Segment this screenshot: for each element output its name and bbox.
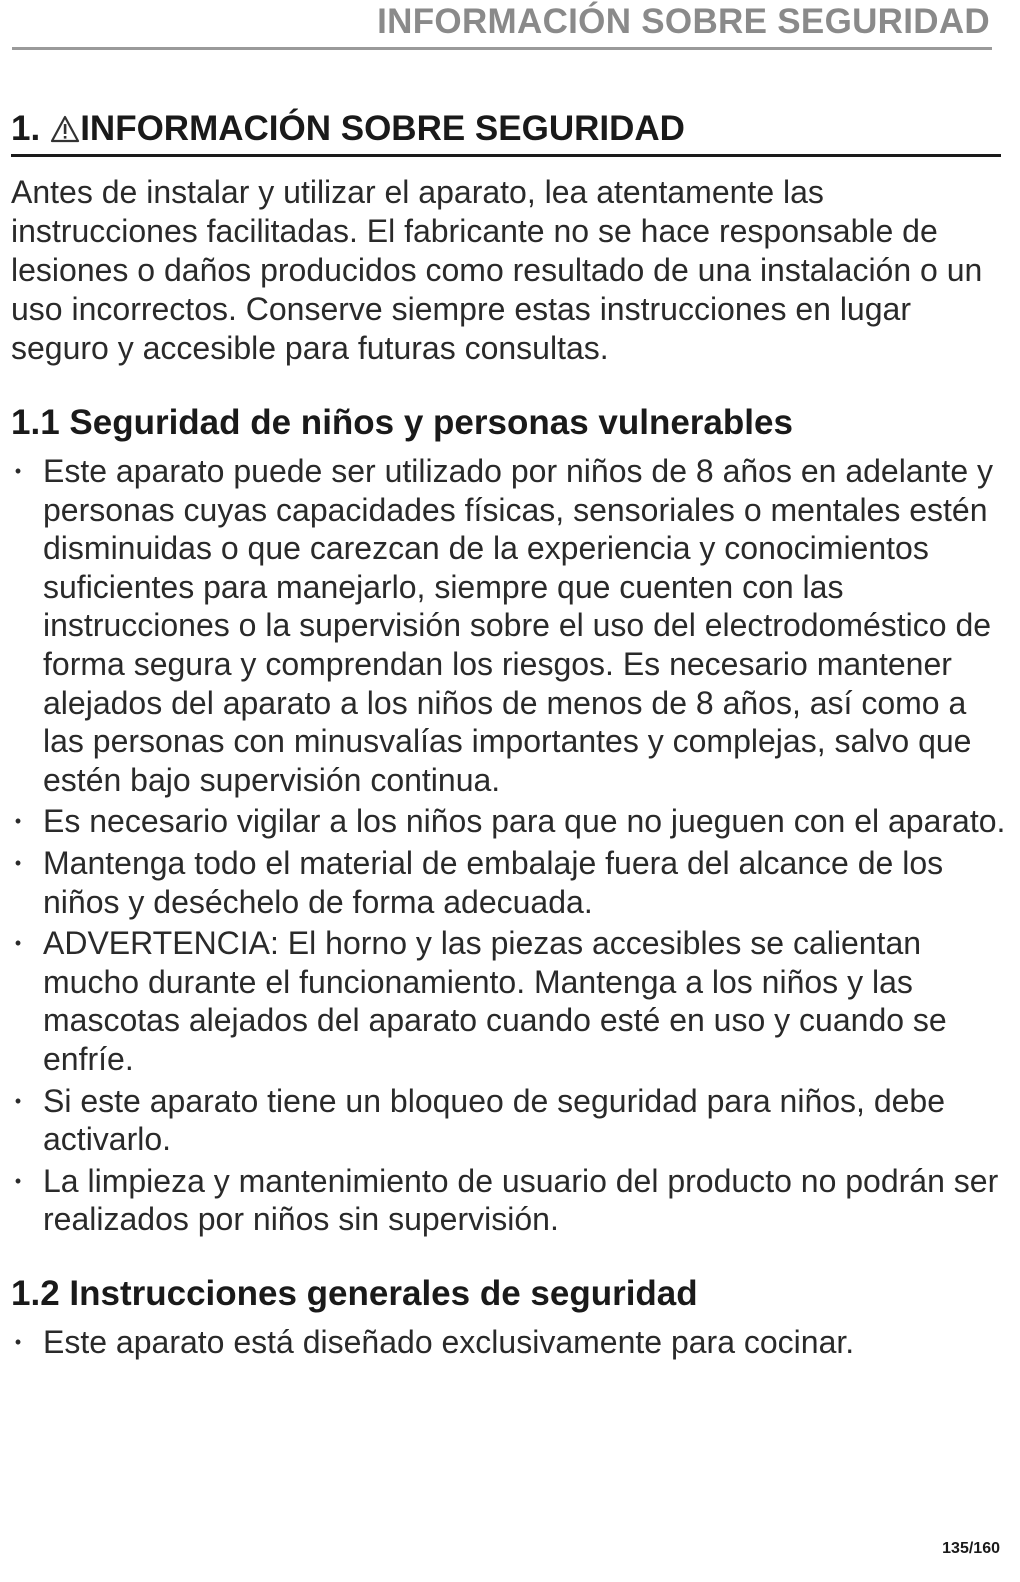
- bullet-icon: •: [14, 933, 22, 954]
- list-item-text: Mantenga todo el material de embalaje fuera del alcance de los niños y deséchelo de forma adecuada.: [43, 844, 944, 920]
- list-item: [11, 452, 1007, 799]
- bullet-list-1-1: [11, 452, 1007, 1239]
- list-item-text: Este aparato puede ser utilizado por niños de 8 años en adelante y personas cuyas capacidades físicas, sensoriales o mentales estén disminuidas o que carezcan de la experiencia y conocimientos suficientes para manejarlo, siempre que cuenten con las instrucciones o la supervisión sobre el uso del electrodoméstico de forma segura y comprendan los riesgos. Es necesario mantener alejados del aparato a los niños de menos de 8 años, así como a las personas con minusvalías importantes y complejas, salvo que estén bajo supervisión continua.: [43, 453, 993, 798]
- section-title-text: INFORMACIÓN SOBRE SEGURIDAD: [80, 109, 685, 148]
- bullet-icon: •: [14, 461, 22, 481]
- list-item-text: Si este aparato tiene un bloqueo de seguridad para niños, debe activarlo.: [43, 1082, 946, 1158]
- list-item-text: La limpieza y mantenimiento de usuario del producto no podrán ser realizados por niños sin supervisión.: [43, 1162, 999, 1238]
- list-item: [11, 802, 1007, 841]
- page-content: [11, 108, 1007, 1364]
- section-title: [11, 108, 1007, 150]
- bullet-icon: •: [14, 852, 22, 873]
- bullet-icon: •: [14, 1090, 22, 1111]
- intro-paragraph: Antes de instalar y utilizar el aparato, lea atentamente las instrucciones facilitadas. El fabricante no se hace responsable de lesiones o daños producidos como resultado de una instalación o un uso incorrectos. Conserve siempre estas instrucciones en lugar seguro y accesible para futuras consultas.: [11, 174, 983, 366]
- subsection-title-1-2: 1.2 Instrucciones generales de seguridad: [11, 1273, 698, 1313]
- list-item-text: Es necesario vigilar a los niños para que no jueguen con el aparato.: [43, 803, 1006, 840]
- list-item-text: ADVERTENCIA: El horno y las piezas accesibles se calientan mucho durante el funcionamiento. Mantenga a los niños y las mascotas alejados del aparato cuando esté en uso y cuando se enfríe.: [43, 925, 947, 1077]
- list-item: [11, 1082, 1007, 1159]
- bullet-icon: •: [14, 1331, 22, 1352]
- warning-triangle-icon: [50, 115, 80, 143]
- list-item-text: Este aparato está diseñado exclusivamente para cocinar.: [43, 1323, 855, 1360]
- title-rule: [11, 154, 1001, 157]
- list-item: [11, 844, 1007, 921]
- bullet-icon: •: [14, 1170, 22, 1191]
- section-number: 1.: [11, 109, 41, 148]
- subsection-title-1-1: 1.1 Seguridad de niños y personas vulnerables: [11, 403, 793, 442]
- running-header: INFORMACIÓN SOBRE SEGURIDAD: [377, 2, 990, 41]
- list-item: [11, 924, 1007, 1078]
- header-rule: [12, 47, 992, 50]
- bullet-icon: •: [14, 811, 22, 832]
- list-item: [11, 1162, 1007, 1239]
- page-number: 135/160: [942, 1540, 1000, 1557]
- list-item: [11, 1323, 1007, 1362]
- bullet-list-1-2: [11, 1323, 1007, 1362]
